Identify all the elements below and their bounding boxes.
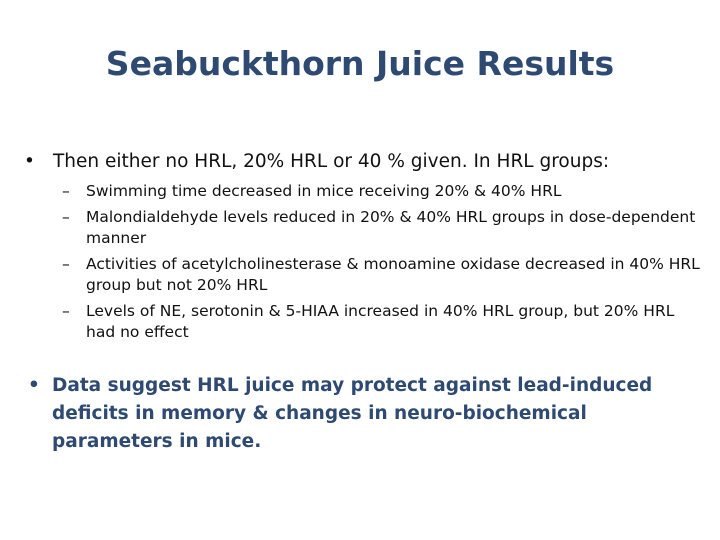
sub-bullet-text: Swimming time decreased in mice receiving 20% & 40% HRL <box>86 182 562 200</box>
conclusion-text: Data suggest HRL juice may protect against lead-induced deficits in memory & changes in neuro-biochemical parameters in mice. <box>52 375 653 452</box>
sub-bullet-item <box>62 254 702 297</box>
sub-bullet-item <box>62 207 702 250</box>
bullet-dot-icon: • <box>28 375 40 396</box>
bullet-item-conclusion <box>28 372 700 456</box>
bullet-dot-icon: • <box>24 151 35 172</box>
dash-icon: – <box>62 182 70 200</box>
dash-icon: – <box>62 254 70 273</box>
sub-bullet-text: Activities of acetylcholinesterase & monoamine oxidase decreased in 40% HRL group but not 20% HRL <box>86 254 700 294</box>
sub-bullet-item <box>62 301 702 344</box>
bullet-text: Then either no HRL, 20% HRL or 40 % given. In HRL groups: <box>53 151 610 172</box>
sub-bullet-item <box>62 181 702 203</box>
dash-icon: – <box>62 207 70 226</box>
sub-bullet-text: Malondialdehyde levels reduced in 20% & 40% HRL groups in dose-dependent manner <box>86 207 696 247</box>
sub-bullet-text: Levels of NE, serotonin & 5-HIAA increased in 40% HRL group, but 20% HRL had no effect <box>86 301 675 341</box>
slide-title: Seabuckthorn Juice Results <box>105 44 615 83</box>
sub-bullet-list <box>62 181 702 348</box>
dash-icon: – <box>62 301 70 320</box>
